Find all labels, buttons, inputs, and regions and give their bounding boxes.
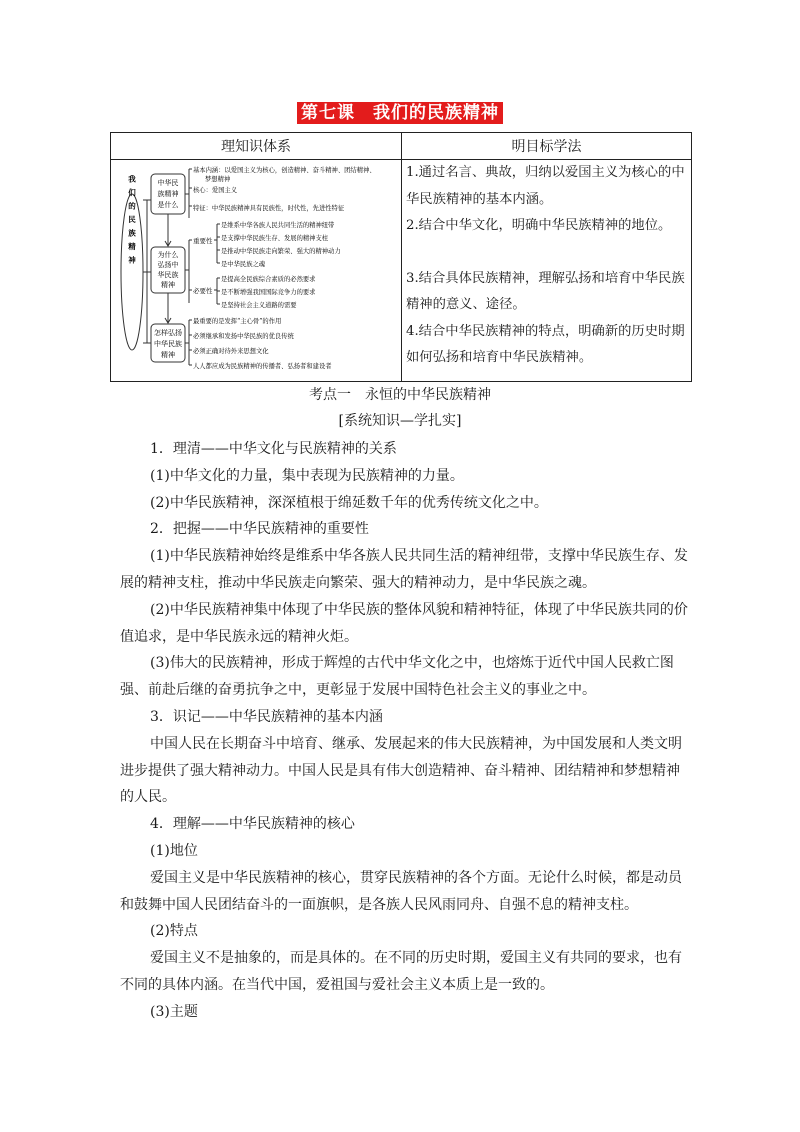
lesson-title-text: 第七课 我们的民族精神 [297, 102, 503, 124]
section-subheading: [系统知识—学扎实] [338, 413, 462, 429]
diagram-box-why-l2: 弘扬中 [157, 261, 179, 269]
knowledge-diagram-cell [111, 160, 402, 382]
diagram-box-what-l1: 中华民 [157, 179, 179, 187]
body-subheading: (1)地位 [150, 842, 198, 859]
diagram-importance-item-1: 是维系中华各族人民共同生活的精神纽带 [221, 222, 335, 229]
diagram-necessity-label: 必要性 [193, 287, 213, 295]
body-heading-4: 4．理解——中华民族精神的核心 [150, 816, 355, 833]
body-paragraph: 爱国主义不是抽象的，而是具体的。在不同的历史时期，爱国主义有共同的要求，也有不同的具体内涵。在当代中国，爱祖国与爱社会主义本质上是一致的。 [120, 950, 682, 993]
body-paragraph: (1)中华文化的力量，集中表现为民族精神的力量。 [150, 467, 464, 484]
diagram-how-item-3: 必须正确对待外来思想文化 [193, 348, 269, 355]
goal-item-4: 4.结合中华民族精神的特点，明确新的历史时期如何弘扬和培育中华民族精神。 [406, 323, 685, 365]
goal-item-3: 3.结合具体民族精神，理解弘扬和培育中华民族精神的意义、途径。 [406, 270, 685, 312]
body-heading-1: 1．理清——中华文化与民族精神的关系 [150, 441, 397, 457]
body-paragraph: (2)中华民族精神集中体现了中华民族的整体风貌和精神特征，体现了中华民族共同的价值追求，是中华民族永远的精神火炬。 [120, 601, 688, 645]
diagram-how-item-1: 最重要的是发挥“主心骨”的作用 [193, 318, 282, 325]
body-heading-2: 2．把握——中华民族精神的重要性 [150, 521, 369, 538]
diagram-box-what-l3: 是什么 [157, 201, 179, 209]
goal-item-1: 1.通过名言、典故，归纳以爱国主义为核心的中华民族精神的基本内涵。 [406, 165, 685, 207]
diagram-importance-label: 重要性 [193, 237, 213, 245]
diagram-necessity-item-1: 是提高全民族综合素质的必然要求 [221, 276, 316, 283]
knowledge-diagram [111, 160, 401, 381]
body-paragraph: (1)中华民族精神始终是维系中华各族人民共同生活的精神纽带，支撑中华民族生存、发展的精神支柱，推动中华民族走向繁荣、强大的精神动力，是中华民族之魂。 [120, 548, 688, 591]
diagram-what-item-4: 特征：中华民族精神具有民族性，时代性，先进性特征 [193, 205, 345, 212]
body-paragraph: (3)伟大的民族精神，形成于辉煌的古代中华文化之中，也熔炼于近代中国人民救亡图强、前赴后继的奋勇抗争之中，更彰显于发展中国特色社会主义的事业之中。 [120, 655, 674, 699]
diagram-box-how-l3: 精神 [161, 351, 175, 359]
lesson-title [0, 98, 800, 123]
body-subheading: (2)特点 [150, 923, 198, 940]
diagram-box-why-l3: 华民族 [157, 271, 179, 279]
body-heading-3: 3．识记——中华民族精神的基本内涵 [150, 708, 383, 725]
diagram-box-what-l2: 族精神 [157, 190, 179, 198]
diagram-what-item-3: 核心：爱国主义 [193, 187, 238, 194]
body-paragraph: 爱国主义是中华民族精神的核心，贯穿民族精神的各个方面。无论什么时候，都是动员和鼓舞中国人民团结奋斗的一面旗帜，是各族人民风雨同舟、自强不息的精神支柱。 [120, 869, 682, 913]
body-paragraph: 中国人民在长期奋斗中培育、继承、发展起来的伟大民族精神，为中国发展和人类文明进步提供了强大精神动力。中国人民是具有伟大创造精神、奋斗精神、团结精神和梦想精神的人民。 [120, 735, 682, 806]
learning-goals-cell [402, 160, 692, 382]
diagram-necessity-item-2: 是不断增强我国国际竞争力的要求 [221, 289, 316, 296]
diagram-importance-item-3: 是推动中华民族走向繁荣、强大的精神动力 [221, 248, 341, 255]
diagram-how-item-4: 人人都应成为民族精神的传播者、弘扬者和建设者 [193, 363, 332, 370]
diagram-what-item-2: 梦想精神 [205, 176, 231, 183]
diagram-root-text: 我们的民族精神 [127, 174, 137, 270]
diagram-box-how-l1: 怎样弘扬 [154, 329, 182, 337]
diagram-how-item-2: 必须继承和发扬中华民族的优良传统 [193, 333, 294, 340]
body-paragraph: (2)中华民族精神，深深植根于绵延数千年的优秀传统文化之中。 [150, 494, 548, 511]
body-subheading: (3)主题 [150, 1003, 198, 1020]
diagram-importance-item-2: 是支撑中华民族生存、发展的精神支柱 [221, 235, 329, 242]
header-learning-goals: 明目标学法 [402, 133, 692, 160]
header-knowledge-system: 理知识体系 [111, 133, 402, 160]
goal-item-2: 2.结合中华文化，明确中华民族精神的地位。 [406, 218, 672, 233]
section-heading: 考点一 永恒的中华民族精神 [309, 387, 491, 403]
diagram-necessity-item-3: 是坚持社会主义道路的需要 [221, 302, 297, 309]
knowledge-table [110, 132, 692, 382]
diagram-box-why-l1: 为什么 [157, 251, 179, 259]
body-content [120, 436, 690, 1026]
diagram-what-item-1: 基本内涵：以爱国主义为核心，创造精神、奋斗精神、团结精神、 [193, 167, 376, 174]
diagram-box-how-l2: 中华民族 [154, 340, 182, 348]
diagram-box-why-l4: 精神 [161, 281, 175, 289]
diagram-importance-item-4: 是中华民族之魂 [221, 261, 266, 268]
